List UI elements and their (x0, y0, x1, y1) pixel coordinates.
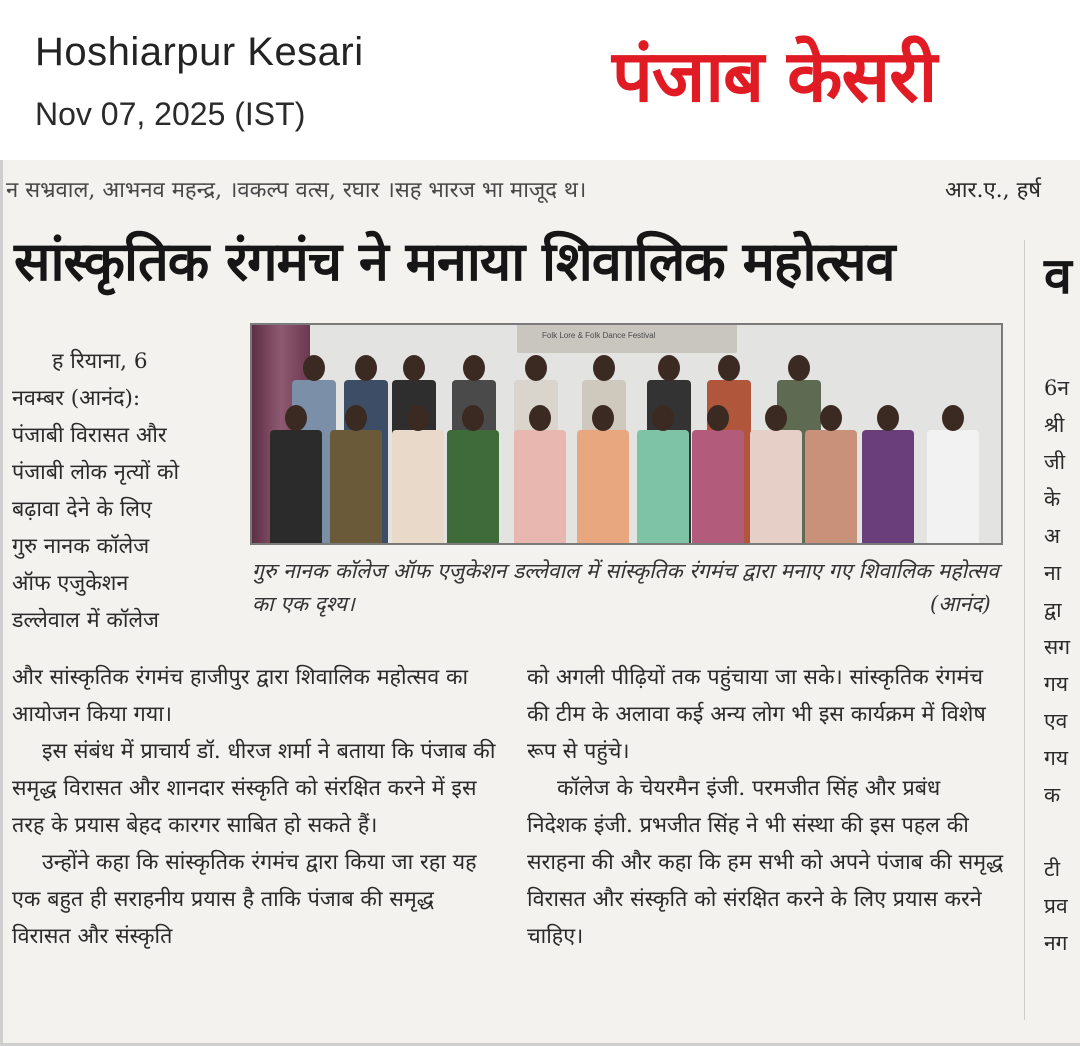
front-row-person (805, 430, 857, 545)
person-head (820, 405, 842, 431)
person-head (658, 355, 680, 381)
text-line: ऑफ एजुकेशन (12, 571, 129, 596)
newspaper-clipping (0, 160, 1080, 1046)
fragment: श्री (1044, 413, 1065, 437)
publication-name: Hoshiarpur Kesari (35, 30, 364, 74)
person-head (592, 405, 614, 431)
middle-column (527, 659, 1007, 955)
article-headline: सांस्कृतिक रंगमंच ने मनाया शिवालिक महोत्सव (14, 230, 895, 293)
person-head (788, 355, 810, 381)
front-row-person (927, 430, 979, 545)
person-head (403, 355, 425, 381)
fragment: के (1044, 487, 1061, 511)
person-head (718, 355, 740, 381)
person-head (765, 405, 787, 431)
front-row-person (692, 430, 744, 545)
person-head (407, 405, 429, 431)
publication-date: Nov 07, 2025 (IST) (35, 96, 306, 132)
fragment: प्रव (1044, 894, 1068, 918)
person-head (285, 405, 307, 431)
paragraph: इस संबंध में प्राचार्य डॉ. धीरज शर्मा ने बताया कि पंजाब की समृद्ध विरासत और शानदार संस्कृति को संरक्षित करने में इस तरह के प्रयास बेहद कारगर साबित हो सकते हैं। (12, 739, 496, 838)
front-row-person (330, 430, 382, 545)
front-row-person (514, 430, 566, 545)
person-head (463, 355, 485, 381)
previous-article-strip (0, 168, 1080, 208)
column-divider (1024, 240, 1025, 1020)
photo-caption (252, 555, 1012, 621)
person-head (877, 405, 899, 431)
left-column-bottom (12, 659, 497, 955)
front-row-person (862, 430, 914, 545)
caption-text: गुरु नानक कॉलेज ऑफ एजुकेशन डल्लेवाल में सांस्कृतिक रंगमंच द्वारा मनाए गए शिवालिक महोत्सव का एक दृश्य। (252, 559, 999, 616)
person-head (525, 355, 547, 381)
person-head (652, 405, 674, 431)
fragment: गय (1044, 746, 1069, 770)
front-row-person (577, 430, 629, 545)
person-head (462, 405, 484, 431)
person-head (345, 405, 367, 431)
fragment: क (1044, 783, 1061, 807)
fragment: सग (1044, 635, 1071, 659)
text-line: गुरु नानक कॉलेज (12, 534, 150, 559)
front-row-person (270, 430, 322, 545)
newspaper-logo: पंजाब केसरी (612, 34, 937, 118)
text-line: बढ़ावा देने के लिए (12, 497, 152, 522)
person-head (529, 405, 551, 431)
fragment: एव (1044, 709, 1068, 733)
fragment (1044, 814, 1080, 851)
text-line: नवम्बर (आनंद): (12, 386, 141, 411)
front-row-person (750, 430, 802, 545)
text-line: डल्लेवाल में कॉलेज (12, 608, 160, 633)
front-row-person (637, 430, 689, 545)
paragraph: उन्होंने कहा कि सांस्कृतिक रंगमंच द्वारा किया जा रहा यह एक बहुत ही सराहनीय प्रयास है ताकि पंजाब की समृद्ध विरासत और संस्कृति (12, 850, 477, 949)
fragment: जी (1044, 450, 1066, 474)
fragment: अ (1044, 524, 1061, 548)
front-row-person (447, 430, 499, 545)
fragment: गय (1044, 672, 1069, 696)
person-head (355, 355, 377, 381)
front-row-person (392, 430, 444, 545)
left-column-top (12, 343, 234, 639)
paragraph: और सांस्कृतिक रंगमंच हाजीपुर द्वारा शिवालिक महोत्सव का आयोजन किया गया। (12, 665, 469, 727)
fragment: ना (1044, 561, 1062, 585)
stage-banner-text: Folk Lore & Folk Dance Festival (542, 331, 656, 340)
person-head (593, 355, 615, 381)
page-header (0, 0, 1080, 161)
strip-left-text: न सभ्रवाल, आभनव महन्द्र, ।वकल्प वत्स, रघार ।सह भारज भा माजूद थ। (6, 178, 587, 203)
text-line: पंजाबी विरासत और (12, 423, 167, 448)
person-head (942, 405, 964, 431)
fragment: 6न (1044, 376, 1070, 400)
adjacent-article-fragments (1044, 370, 1080, 962)
person-head (303, 355, 325, 381)
caption-credit: (आनंद) (930, 592, 991, 616)
person-head (707, 405, 729, 431)
article-photo (250, 323, 1003, 545)
paragraph: को अगली पीढ़ियों तक पहुंचाया जा सके। सांस्कृतिक रंगमंच की टीम के अलावा कई अन्य लोग भी इस कार्यक्रम में विशेष रूप से पहुंचे। (527, 665, 986, 764)
text-line: पंजाबी लोक नृत्यों को (12, 460, 180, 485)
paragraph: कॉलेज के चेयरमैन इंजी. परमजीत सिंह और प्रबंध निदेशक इंजी. प्रभजीत सिंह ने भी संस्था की इस पहल की सराहना की और कहा कि हम सभी को अपने पंजाब की समृद्ध विरासत और संस्कृति को संरक्षित करने के लिए प्रयास करने चाहिए। (527, 776, 1004, 949)
adjacent-headline-fragment: व (1044, 247, 1072, 305)
strip-right-text: आर.ए., हर्ष (945, 178, 1042, 203)
fragment: नग (1044, 931, 1068, 955)
text-line: ह रियाना, 6 (52, 349, 148, 374)
fragment: द्वा (1044, 598, 1062, 622)
fragment: टी (1044, 857, 1061, 881)
